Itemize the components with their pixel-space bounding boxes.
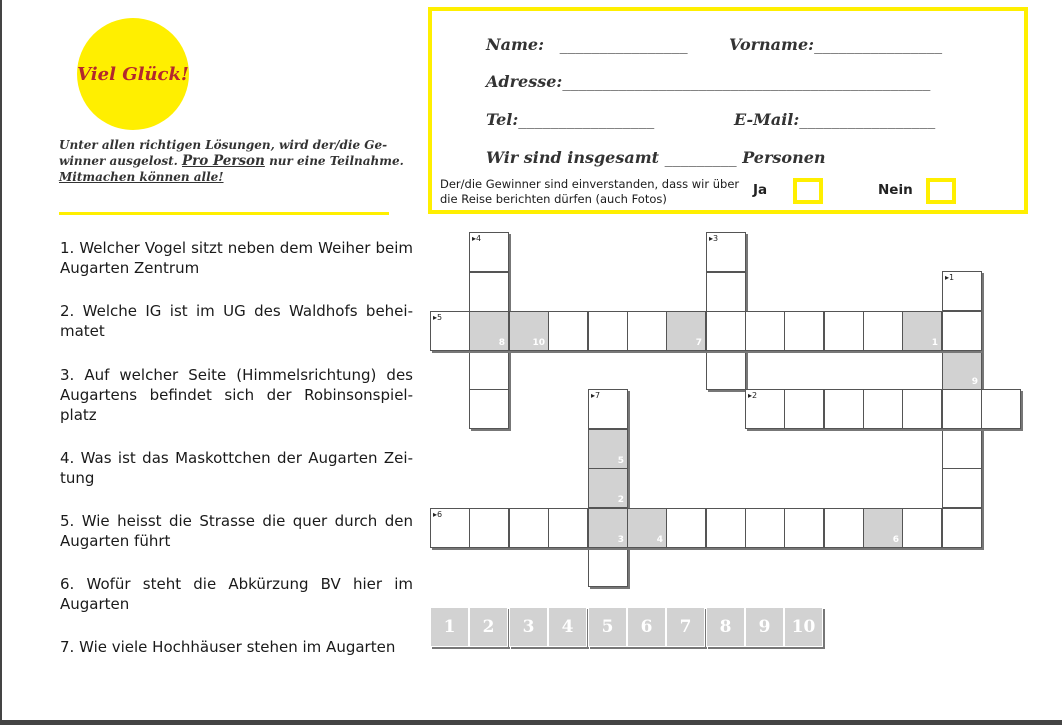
crossword-cell[interactable]	[745, 508, 785, 548]
crossword-cell[interactable]	[981, 389, 1021, 429]
solution-cell[interactable]: 3	[509, 607, 548, 647]
crossword-cell[interactable]	[469, 389, 509, 429]
tel-row	[486, 110, 654, 129]
question-2: 2. Welche IG ist im UG des Waldhofs behei-matet	[60, 302, 413, 340]
solution-cell[interactable]: 4	[548, 607, 587, 647]
crossword-cell[interactable]	[942, 429, 982, 469]
crossword-cell[interactable]	[942, 508, 982, 548]
email-field[interactable]: _________________	[799, 110, 936, 129]
clue-number: ▸5	[433, 313, 443, 322]
crossword-cell[interactable]	[666, 508, 706, 548]
adresse-field[interactable]: ______________________________________________	[562, 72, 931, 91]
crossword-cell[interactable]	[824, 311, 864, 351]
crossword-cell[interactable]	[863, 311, 903, 351]
crossword-cell[interactable]	[824, 508, 864, 548]
persons-row	[486, 148, 826, 167]
crossword-cell[interactable]	[745, 389, 785, 429]
solution-marker: 7	[695, 338, 702, 348]
crossword-cell[interactable]	[706, 311, 746, 351]
tel-field[interactable]: _________________	[518, 110, 655, 129]
crossword-cell[interactable]	[627, 311, 667, 351]
crossword-cell[interactable]	[548, 311, 588, 351]
rules-part1: Unter allen richtigen Lösungen, wird der/die Ge-winner ausgelost.	[59, 138, 388, 168]
crossword-cell[interactable]	[588, 547, 628, 587]
crossword-cell[interactable]	[706, 232, 746, 272]
question-1: 1. Welcher Vogel sitzt neben dem Weiher beim Augarten Zentrum	[60, 239, 413, 277]
crossword-cell[interactable]	[588, 429, 628, 469]
crossword-cell[interactable]	[942, 311, 982, 351]
adresse-row	[486, 72, 930, 91]
rules-text	[59, 137, 404, 185]
email-row	[734, 110, 935, 129]
entry-form	[428, 7, 1028, 214]
crossword-cell[interactable]	[942, 350, 982, 390]
clue-number: ▸4	[472, 234, 482, 243]
solution-cell[interactable]: 5	[588, 607, 627, 647]
crossword-cell[interactable]	[706, 508, 746, 548]
crossword-cell[interactable]	[469, 232, 509, 272]
tel-label: Tel:	[486, 110, 519, 129]
crossword-cell[interactable]	[469, 272, 509, 312]
yellow-divider	[59, 212, 389, 215]
good-luck-text: Viel Glück!	[77, 63, 189, 85]
crossword-cell[interactable]	[902, 389, 942, 429]
crossword-cell[interactable]	[942, 389, 982, 429]
crossword-cell[interactable]	[588, 311, 628, 351]
email-label: E-Mail:	[734, 110, 800, 129]
solution-cell[interactable]: 10	[784, 607, 823, 647]
solution-marker: 8	[498, 338, 505, 348]
solution-cell[interactable]: 7	[666, 607, 705, 647]
solution-cell[interactable]: 9	[745, 607, 784, 647]
clue-number: ▸3	[709, 234, 719, 243]
solution-marker: 3	[617, 535, 624, 545]
crossword-cell[interactable]	[745, 311, 785, 351]
crossword-cell[interactable]	[430, 508, 470, 548]
crossword-cell[interactable]	[588, 468, 628, 508]
crossword-cell[interactable]	[902, 508, 942, 548]
clue-number: ▸7	[591, 391, 601, 400]
persons-suffix: Personen	[742, 148, 826, 167]
crossword-cell[interactable]	[430, 311, 470, 351]
crossword-cell[interactable]	[706, 272, 746, 312]
solution-marker: 1	[931, 338, 938, 348]
solution-marker: 9	[971, 377, 978, 387]
persons-field[interactable]: _________	[664, 148, 737, 167]
vorname-row	[729, 35, 942, 54]
crossword-cell[interactable]	[784, 508, 824, 548]
name-row	[486, 35, 688, 54]
crossword-cell[interactable]	[509, 508, 549, 548]
vorname-field[interactable]: ________________	[814, 35, 943, 54]
crossword-cell[interactable]	[784, 311, 824, 351]
good-luck-badge	[77, 18, 189, 130]
rules-part3: nur eine Teilnahme.	[269, 154, 404, 168]
crossword-cell[interactable]	[863, 508, 903, 548]
crossword-cell[interactable]	[509, 311, 549, 351]
nein-label: Nein	[878, 182, 913, 198]
rules-part2: Pro Person	[181, 153, 265, 169]
solution-cell[interactable]: 6	[627, 607, 666, 647]
crossword-cell[interactable]	[469, 311, 509, 351]
crossword-cell[interactable]	[784, 389, 824, 429]
rules-part4: Mitmachen können alle!	[59, 170, 224, 184]
clue-number: ▸2	[748, 391, 758, 400]
clue-number: ▸1	[945, 273, 955, 282]
solution-marker: 5	[617, 456, 624, 466]
consent-text: Der/die Gewinner sind einverstanden, dass wir über die Reise berichten dürfen (auch Fotos)	[440, 177, 740, 206]
crossword-cell[interactable]	[942, 271, 982, 311]
solution-cell[interactable]: 1	[430, 607, 469, 647]
crossword-cell[interactable]	[942, 468, 982, 508]
crossword-cell[interactable]	[469, 350, 509, 390]
solution-marker: 10	[532, 338, 545, 348]
crossword-cell[interactable]	[706, 350, 746, 390]
crossword-cell[interactable]	[627, 508, 667, 548]
solution-cell[interactable]: 2	[469, 607, 508, 647]
solution-cell[interactable]: 8	[706, 607, 745, 647]
crossword-cell[interactable]	[863, 389, 903, 429]
adresse-label: Adresse:	[486, 72, 563, 91]
solution-marker: 2	[617, 495, 624, 505]
vorname-label: Vorname:	[729, 35, 815, 54]
nein-checkbox[interactable]	[926, 178, 956, 204]
ja-label: Ja	[753, 182, 768, 198]
crossword-cell[interactable]	[588, 389, 628, 429]
crossword-cell[interactable]	[666, 311, 706, 351]
persons-prefix: Wir sind insgesamt	[486, 148, 660, 167]
question-3: 3. Auf welcher Seite (Himmelsrichtung) des Augartens befindet sich der Robinsonspiel-platz	[60, 366, 413, 424]
question-5: 5. Wie heisst die Strasse die quer durch den Augarten führt	[60, 512, 413, 550]
solution-marker: 6	[892, 535, 899, 545]
crossword-cell[interactable]	[824, 389, 864, 429]
question-7: 7. Wie viele Hochhäuser stehen im Augarten	[60, 638, 396, 656]
ja-checkbox[interactable]	[793, 178, 823, 204]
crossword-cell[interactable]	[588, 508, 628, 548]
clue-number: ▸6	[433, 510, 443, 519]
name-field[interactable]: ________________	[559, 35, 688, 54]
solution-marker: 4	[656, 535, 663, 545]
question-6: 6. Wofür steht die Abkürzung BV hier im Augarten	[60, 575, 413, 613]
crossword-cell[interactable]	[548, 508, 588, 548]
question-4: 4. Was ist das Maskottchen der Augarten Zei-tung	[60, 449, 413, 487]
name-label: Name:	[486, 35, 545, 54]
crossword-cell[interactable]	[902, 311, 942, 351]
crossword-cell[interactable]	[469, 508, 509, 548]
